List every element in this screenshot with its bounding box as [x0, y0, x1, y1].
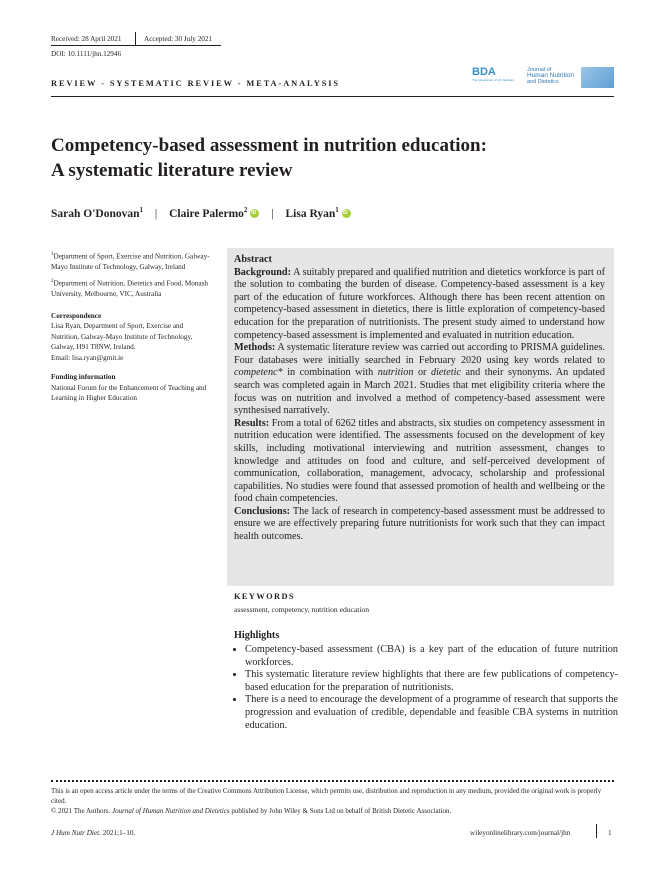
copyright-journal: Journal of Human Nutrition and Dietetics [112, 807, 230, 815]
affiliation-1 [51, 250, 211, 272]
header-divider [135, 32, 136, 46]
author-name: Lisa Ryan [285, 207, 336, 220]
email-label: Email: [51, 353, 71, 362]
abstract-heading: Abstract [234, 254, 272, 265]
highlight-item: • There is a need to encourage the development of a programme of research that supports the progression and evaluation of credible, dependable and feasible CBA systems in nutrition education. [245, 694, 618, 732]
orcid-icon[interactable] [342, 209, 351, 218]
journal-logo-line2: Human Nutrition [527, 72, 574, 79]
citation-journal: J Hum Nutr Diet. [51, 829, 101, 837]
affiliation-marker: 1 [139, 206, 144, 214]
search-term: competenc* [234, 367, 283, 379]
license-text: This is an open access article under the terms of the Creative Commons Attribution License, which permits use, distribution and reproduction in any medium, provided the original work is properly cited. [51, 787, 602, 805]
affiliation-2 [51, 277, 211, 299]
author-separator: | [154, 207, 158, 220]
affiliations [51, 250, 211, 404]
abstract [234, 254, 605, 544]
section-text: or [417, 367, 427, 379]
section-label: Conclusions: [234, 505, 291, 517]
author-list [51, 206, 351, 220]
affiliation-marker: 1 [51, 252, 54, 257]
category-rule [51, 96, 614, 97]
journal-logo-text [527, 67, 574, 85]
highlights-list [234, 644, 618, 732]
affiliation-text: Department of Sport, Exercise and Nutrition, Galway-Mayo Institute of Technology, Galway, Ireland [51, 252, 210, 271]
affiliation-marker: 2 [243, 206, 248, 214]
search-term: nutrition [377, 367, 414, 379]
citation [51, 828, 135, 839]
highlight-item: • Competency-based assessment (CBA) is a key part of the education of future nutrition workforces. [245, 644, 618, 669]
affiliation-marker: 1 [335, 206, 339, 214]
bda-logo [472, 67, 522, 87]
author-separator: | [271, 207, 274, 220]
bda-logo-caption: The Association of UK Dietitians [472, 78, 515, 82]
journal-logo-line3: and Dietetics [527, 79, 559, 85]
page-number: 1 [608, 829, 612, 837]
copyright-text: © 2021 The Authors. [51, 807, 111, 815]
funding-heading: Funding information [51, 373, 116, 382]
header-rule [51, 45, 221, 46]
received-date: Received: 28 April 2021 [51, 35, 122, 43]
abstract-conclusions [234, 506, 605, 544]
keywords-text: assessment, competency, nutrition education [234, 605, 370, 614]
search-term: dietetic [430, 367, 461, 379]
journal-cover-image [581, 67, 614, 88]
author-2[interactable] [169, 208, 259, 220]
copyright [51, 806, 614, 816]
section-text: From a total of 6262 titles and abstracts, six studies on competency assessment in nutrition education were identified. The assessments focused on the development of key skills, including motivational interviewing and nutrition assessment, changes to knowledge and attitudes on food and culture, and self-perceived development of communication, collaboration, management, advocacy, scholarship and professional capabilities. No studies were found that assessed promotion of health and wellbeing or the food chain competencies. [234, 417, 606, 505]
footer-divider [596, 824, 597, 838]
section-text: A suitably prepared and qualified nutrition and dietetics workforce is part of the solution to combating the burden of disease. Competency-based assessment is a key part of the education of future workforces. Although there has been recent attention on competency-based assessment in dietetics, there is little exploration of competency-based education for the preparation of nutritionists. The present study aimed to understand how competency-based assessment is implemented and evaluated in nutrition education. [234, 266, 605, 341]
article-title [51, 133, 487, 183]
doi[interactable]: DOI: 10.1111/jhn.12946 [51, 50, 122, 58]
correspondence-heading: Correspondence [51, 311, 102, 320]
footer-dotted-rule [51, 780, 614, 782]
abstract-methods [234, 342, 605, 418]
abstract-background [234, 267, 605, 343]
section-label: Background: [234, 266, 291, 278]
section-label: Methods: [234, 342, 276, 354]
citation-volume: 2021;1–10. [102, 829, 136, 837]
author-name: Claire Palermo [169, 207, 244, 220]
title-line-2: A systematic literature review [51, 160, 293, 181]
email-link[interactable]: lisa.ryan@gmit.ie [71, 353, 124, 362]
accepted-date: Accepted: 30 July 2021 [144, 35, 213, 43]
author-3[interactable] [285, 208, 350, 220]
section-text: and their synonyms. An updated search was completed again in March 2021. Studies that met eligibility criteria where the focus was on nutrition and involved a method of competency-based assessment were synthesised narratively. [234, 367, 606, 417]
orcid-icon[interactable] [250, 209, 259, 218]
author-1[interactable] [51, 208, 143, 220]
journal-url[interactable]: wileyonlinelibrary.com/journal/jhn [470, 829, 571, 837]
highlights-heading: Highlights [234, 630, 280, 641]
journal-logo-line1: Journal of [527, 67, 552, 73]
title-line-1: Competency-based assessment in nutrition education: [51, 135, 487, 156]
section-text: in combination with [287, 367, 374, 379]
affiliation-marker: 2 [51, 279, 54, 285]
correspondence-text [51, 321, 211, 363]
keywords-heading: KEYWORDS [234, 592, 295, 601]
section-text: The lack of research in competency-based assessment must be addressed to ensure we are effectively preparing future nutritionists for work such that they can impact health outcomes. [234, 505, 605, 543]
highlight-item: • This systematic literature review highlights that there are few publications of competency-based education for the preparation of nutritionists. [245, 669, 618, 694]
affiliation-text: Department of Nutrition, Dietetics and Food, Monash University, Melbourne, VIC, Australia [51, 279, 209, 299]
copyright-publisher: published by John Wiley & Sons Ltd on behalf of British Dietetic Association. [231, 807, 452, 815]
funding-text: National Forum for the Enhancement of Teaching and Learning in Higher Education [51, 383, 207, 403]
bda-logo-mark: BDA [472, 66, 496, 78]
author-name: Sarah O'Donovan [51, 207, 140, 220]
section-text: A systematic literature review was carried out according to PRISMA guidelines. Four databases were initially searched in February 2020 using key words related to [234, 342, 606, 366]
article-category: REVIEW - SYSTEMATIC REVIEW - META-ANALYSIS [51, 79, 340, 88]
section-label: Results: [234, 417, 270, 429]
abstract-results [234, 418, 605, 506]
correspondence-address: Lisa Ryan, Department of Sport, Exercise and Nutrition, Galway-Mayo Institute of Technology, Galway, H91 T8NW, Ireland. [51, 322, 193, 352]
